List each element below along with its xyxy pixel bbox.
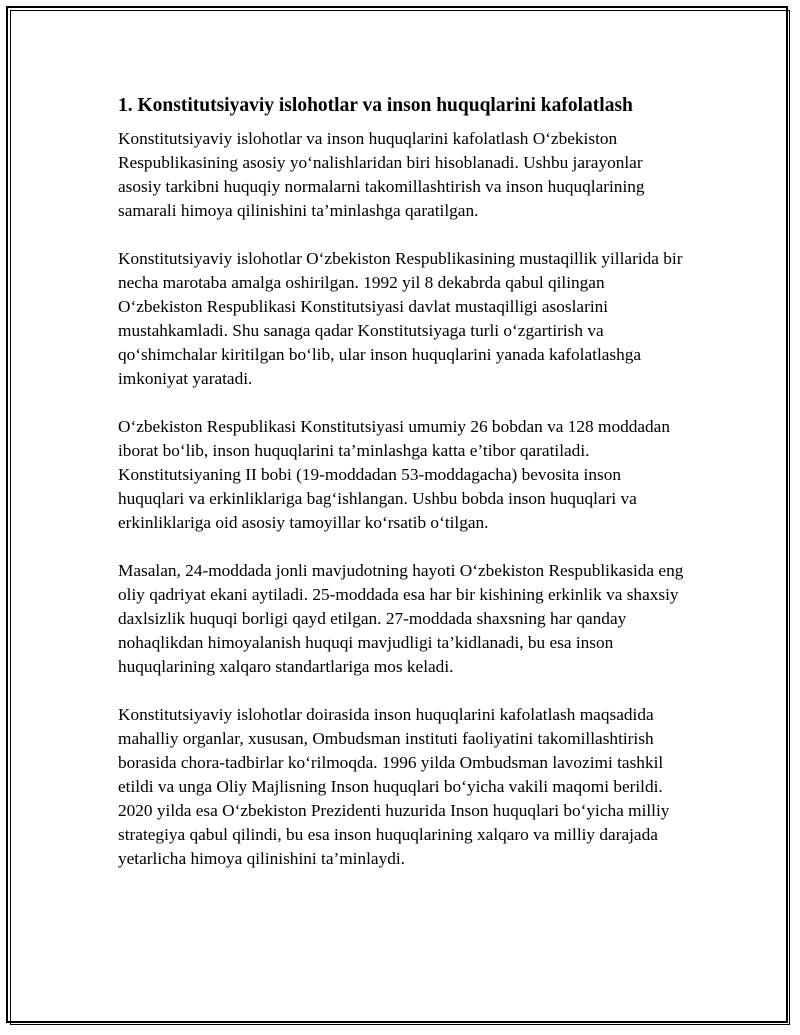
paragraph-2: Konstitutsiyaviy islohotlar O‘zbekiston Respublikasining mustaqillik yillarida bir necha marotaba amalga oshirilgan. 1992 yil 8 dekabrda qabul qilingan O‘zbekiston Respublikasi Konstitutsiyasi davlat mustaqilligi asoslarini mustahkamladi. Shu sanaga qadar Konstitutsiyaga turli o‘zgartirish va qo‘shimchalar kiritilgan bo‘lib, ular inson huquqlarini yanada kafolatlashga imkoniyat yaratadi. — [118, 249, 683, 388]
paragraph-5: Konstitutsiyaviy islohotlar doirasida inson huquqlarini kafolatlash maqsadida mahalliy organlar, xususan, Ombudsman instituti faoliyatini takomillashtirish borasida chora-tadbirlar ko‘rilmoqda. 1996 yilda Ombudsman lavozimi tashkil etildi va unga Oliy Majlisning Inson huquqlari bo‘yicha vakili maqomi berildi. 2020 yilda esa O‘zbekiston Prezidenti huzurida Inson huquqlari bo‘yicha milliy strategiya qabul qilindi, bu esa inson huquqlarining xalqaro va milliy darajada yetarlicha himoya qilinishini ta’minlaydi. — [118, 705, 670, 868]
paragraph-4: Masalan, 24-moddada jonli mavjudotning hayoti O‘zbekiston Respublikasida eng oliy qadriyat ekani aytiladi. 25-moddada esa har bir kishining erkinlik va shaxsiy daxlsizlik huquqi borligi qayd etilgan. 27-moddada shaxsning har qanday nohaqlikdan himoyalanish huquqi mavjudligi ta’kidlanadi, bu esa inson huquqlarining xalqaro standartlariga mos keladi. — [118, 561, 684, 676]
document-body — [118, 93, 690, 895]
paragraph-3: O‘zbekiston Respublikasi Konstitutsiyasi umumiy 26 bobdan va 128 moddadan iborat bo‘lib, inson huquqlarini ta’minlashga katta e’tibor qaratiladi. Konstitutsiyaning II bobi (19-moddadan 53-moddagacha) bevosita inson huquqlari va erkinliklariga bag‘ishlangan. Ushbu bobda inson huquqlari va erkinliklariga oid asosiy tamoyillar ko‘rsatib o‘tilgan. — [118, 417, 670, 532]
section-heading: 1. Konstitutsiyaviy islohotlar va inson huquqlarini kafolatlash — [118, 95, 633, 116]
paragraph-1: Konstitutsiyaviy islohotlar va inson huquqlarini kafolatlash O‘zbekiston Respublikasining asosiy yo‘nalishlaridan biri hisoblanadi. Ushbu jarayonlar asosiy tarkibni huquqiy normalarni takomillashtirish va inson huquqlarining samarali himoya qilinishini ta’minlashga qaratilgan. — [118, 129, 645, 220]
